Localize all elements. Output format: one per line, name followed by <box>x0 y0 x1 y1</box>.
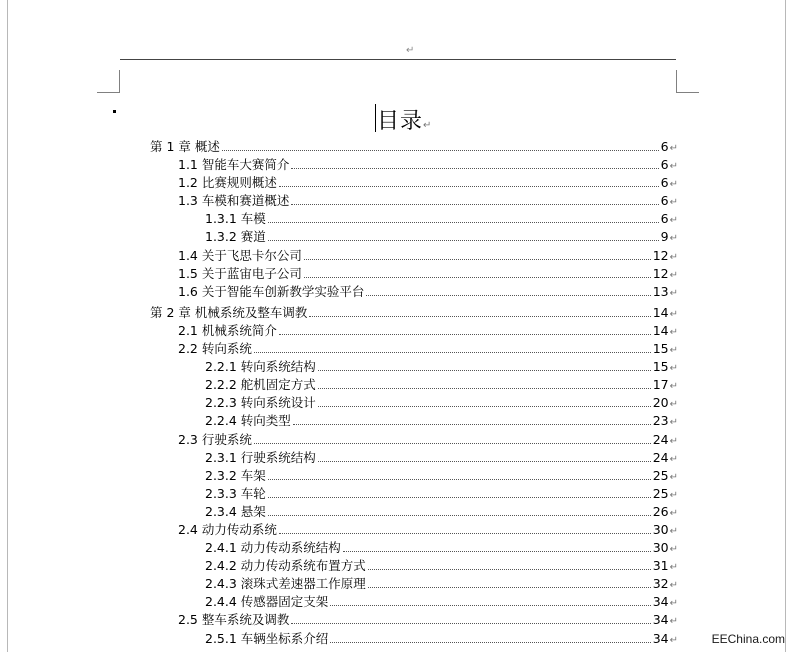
toc-entry-text: 机械系统简介 <box>201 322 277 338</box>
watermark: EEChina.com <box>711 632 785 646</box>
toc-entry-number: 1.4 <box>178 247 202 263</box>
toc-entry-text: 动力传动系统 <box>201 521 277 537</box>
crop-mark-left-h <box>97 92 120 93</box>
toc-entry-number: 1.6 <box>178 283 202 299</box>
toc-entry-page: 26 <box>652 503 669 519</box>
toc-entry[interactable] <box>0 173 793 191</box>
toc-entry[interactable] <box>0 375 793 393</box>
toc-entry-page: 6 <box>660 193 669 209</box>
toc-entry[interactable] <box>0 520 793 538</box>
toc-entry[interactable] <box>0 556 793 574</box>
toc-title-text: 目录 <box>377 109 424 134</box>
paragraph-mark-icon: ↵ <box>423 120 432 131</box>
toc-entry-number: 第 2 章 <box>150 304 195 320</box>
paragraph-mark-icon: ↵ <box>669 544 678 556</box>
toc-entry[interactable] <box>0 209 793 227</box>
toc-dot-leader <box>268 239 659 241</box>
toc-entry-number: 1.2 <box>178 175 202 191</box>
paragraph-mark-icon: ↵ <box>669 381 678 393</box>
toc-entry-number: 2.3 <box>178 431 202 447</box>
toc-entry[interactable] <box>0 137 793 155</box>
toc-dot-leader <box>254 351 651 353</box>
toc-entry-page: 24 <box>652 449 669 465</box>
toc-dot-leader <box>291 622 650 624</box>
toc-entry-number: 第 1 章 <box>150 139 195 154</box>
toc-entry-page: 14 <box>652 322 669 338</box>
crop-mark-right-v <box>676 70 677 92</box>
toc-dot-leader <box>291 203 658 205</box>
toc-entry-number: 2.4 <box>178 521 202 537</box>
header-rule <box>120 59 676 60</box>
toc-dot-leader <box>254 442 651 444</box>
toc-entry[interactable] <box>0 321 793 339</box>
toc-entry-page: 23 <box>652 413 669 429</box>
toc-dot-leader <box>368 568 651 570</box>
paragraph-mark-icon: ↵ <box>669 435 678 447</box>
toc-entry-text: 关于蓝宙电子公司 <box>201 265 302 281</box>
toc-entry-page: 25 <box>652 467 669 483</box>
header-paragraph-mark: ↵ <box>406 45 415 56</box>
toc-entry-text: 赛道 <box>240 229 266 245</box>
toc-entry-page: 34 <box>652 594 669 610</box>
toc-entry-text: 转向类型 <box>240 413 291 429</box>
toc-entry-number: 2.2.4 <box>205 413 241 429</box>
toc-entry-number: 1.5 <box>178 265 202 281</box>
toc-entry-text: 滚珠式差速器工作原理 <box>240 576 366 592</box>
toc-entry-page: 17 <box>652 377 669 393</box>
toc-dot-leader <box>291 167 658 169</box>
toc-entry-page: 12 <box>652 265 669 281</box>
toc-entry-number: 2.2.2 <box>205 377 241 393</box>
toc-entry-page: 20 <box>652 395 669 411</box>
paragraph-mark-icon: ↵ <box>669 179 678 191</box>
toc-entry-page: 25 <box>652 485 669 501</box>
paragraph-mark-icon: ↵ <box>669 453 678 465</box>
toc-entry-page: 15 <box>652 341 669 357</box>
formatting-bullet <box>113 110 116 113</box>
toc-dot-leader <box>318 387 651 389</box>
toc-entry[interactable] <box>0 155 793 173</box>
toc-dot-leader <box>279 532 651 534</box>
toc-entry-text: 关于智能车创新教学实验平台 <box>201 283 365 299</box>
toc-entry-text: 车辆坐标系介绍 <box>240 630 329 646</box>
toc-entry-number: 1.3.1 <box>205 211 241 227</box>
toc-dot-leader <box>268 514 651 516</box>
toc-dot-leader <box>304 258 651 260</box>
toc-entry-page: 30 <box>652 540 669 556</box>
toc-entry[interactable] <box>0 339 793 357</box>
paragraph-mark-icon: ↵ <box>669 616 678 628</box>
paragraph-mark-icon: ↵ <box>669 345 678 357</box>
toc-entry[interactable] <box>0 592 793 610</box>
paragraph-mark-icon: ↵ <box>669 161 678 173</box>
crop-mark-left-v <box>119 70 120 92</box>
toc-entry[interactable] <box>0 282 793 300</box>
toc-entry[interactable] <box>0 264 793 282</box>
toc-entry[interactable] <box>0 484 793 502</box>
paragraph-mark-icon: ↵ <box>669 308 678 320</box>
paragraph-mark-icon: ↵ <box>669 580 678 592</box>
toc-entry-number: 2.1 <box>178 322 202 338</box>
toc-entry-text: 智能车大赛简介 <box>201 157 290 173</box>
toc-entry-page: 13 <box>652 283 669 299</box>
toc-dot-leader <box>318 460 651 462</box>
toc-entry-text: 动力传动系统布置方式 <box>240 558 366 574</box>
toc-dot-leader <box>366 294 650 296</box>
crop-mark-right-h <box>676 92 699 93</box>
toc-entry-number: 1.1 <box>178 157 202 173</box>
paragraph-mark-icon: ↵ <box>669 269 678 281</box>
toc-entry[interactable] <box>0 448 793 466</box>
paragraph-mark-icon: ↵ <box>669 399 678 411</box>
toc-dot-leader <box>279 185 659 187</box>
toc-entry-page: 15 <box>652 359 669 375</box>
toc-entry-number: 2.4.4 <box>205 594 241 610</box>
toc-entry[interactable] <box>0 538 793 556</box>
table-of-contents <box>0 137 793 647</box>
toc-entry-number: 2.4.1 <box>205 540 241 556</box>
toc-entry[interactable] <box>0 357 793 375</box>
paragraph-mark-icon: ↵ <box>669 143 678 154</box>
toc-entry-text: 关于飞思卡尔公司 <box>201 247 302 263</box>
paragraph-mark-icon: ↵ <box>669 251 678 263</box>
toc-entry-page: 6 <box>660 175 669 191</box>
toc-entry[interactable] <box>0 466 793 484</box>
toc-entry-text: 舵机固定方式 <box>240 377 316 393</box>
toc-entry-page: 24 <box>652 431 669 447</box>
toc-dot-leader <box>293 423 651 425</box>
toc-dot-leader <box>222 149 659 151</box>
toc-title[interactable] <box>377 104 431 135</box>
toc-entry-page: 14 <box>652 304 669 320</box>
toc-entry-text: 整车系统及调教 <box>201 612 290 628</box>
toc-entry-number: 2.3.1 <box>205 449 241 465</box>
toc-entry[interactable] <box>0 629 793 647</box>
toc-dot-leader <box>318 405 651 407</box>
toc-entry-page: 12 <box>652 247 669 263</box>
toc-entry-text: 行驶系统 <box>201 431 252 447</box>
paragraph-mark-icon: ↵ <box>669 233 678 245</box>
toc-entry[interactable] <box>0 227 793 245</box>
toc-entry-number: 2.2.1 <box>205 359 241 375</box>
toc-entry-text: 车轮 <box>240 485 266 501</box>
toc-entry-number: 2.2.3 <box>205 395 241 411</box>
toc-dot-leader <box>279 333 651 335</box>
toc-entry[interactable] <box>0 610 793 628</box>
toc-dot-leader <box>343 550 651 552</box>
toc-entry-number: 2.3.2 <box>205 467 241 483</box>
toc-entry-text: 悬架 <box>240 503 266 519</box>
toc-entry-page: 34 <box>652 612 669 628</box>
paragraph-mark-icon: ↵ <box>669 287 678 299</box>
toc-entry-page: 6 <box>660 139 669 154</box>
toc-dot-leader <box>268 478 651 480</box>
toc-dot-leader <box>368 586 651 588</box>
toc-dot-leader <box>268 496 651 498</box>
toc-entry-number: 2.3.3 <box>205 485 241 501</box>
toc-dot-leader <box>318 369 651 371</box>
toc-entry[interactable] <box>0 303 793 321</box>
toc-dot-leader <box>268 221 659 223</box>
text-cursor <box>375 104 376 132</box>
toc-entry-page: 30 <box>652 521 669 537</box>
paragraph-mark-icon: ↵ <box>669 507 678 519</box>
toc-entry-text: 机械系统及整车调教 <box>194 304 308 320</box>
toc-entry-number: 2.5.1 <box>205 630 241 646</box>
toc-entry-number: 2.4.2 <box>205 558 241 574</box>
toc-entry-text: 车模 <box>240 211 266 227</box>
toc-entry[interactable] <box>0 411 793 429</box>
toc-entry-page: 6 <box>660 157 669 173</box>
toc-entry-page: 9 <box>660 229 669 245</box>
paragraph-mark-icon: ↵ <box>669 598 678 610</box>
toc-entry-page: 6 <box>660 211 669 227</box>
toc-entry[interactable] <box>0 574 793 592</box>
toc-dot-leader <box>330 641 650 643</box>
toc-entry-number: 2.2 <box>178 341 202 357</box>
toc-entry-number: 2.5 <box>178 612 202 628</box>
toc-entry-number: 1.3 <box>178 193 202 209</box>
toc-entry-text: 转向系统 <box>201 341 252 357</box>
toc-entry-page: 32 <box>652 576 669 592</box>
toc-entry[interactable] <box>0 191 793 209</box>
paragraph-mark-icon: ↵ <box>669 634 678 646</box>
paragraph-mark-icon: ↵ <box>669 489 678 501</box>
toc-entry-text: 行驶系统结构 <box>240 449 316 465</box>
toc-entry-text: 传感器固定支架 <box>240 594 329 610</box>
paragraph-mark-icon: ↵ <box>669 471 678 483</box>
paragraph-mark-icon: ↵ <box>669 215 678 227</box>
toc-entry-text: 比赛规则概述 <box>201 175 277 191</box>
toc-entry-text: 车架 <box>240 467 266 483</box>
toc-entry-text: 转向系统设计 <box>240 395 316 411</box>
toc-entry-text: 动力传动系统结构 <box>240 540 341 556</box>
toc-entry[interactable] <box>0 502 793 520</box>
toc-entry[interactable] <box>0 393 793 411</box>
paragraph-mark-icon: ↵ <box>669 562 678 574</box>
toc-entry[interactable] <box>0 430 793 448</box>
toc-dot-leader <box>330 604 650 606</box>
toc-dot-leader <box>309 315 650 317</box>
toc-dot-leader <box>304 276 651 278</box>
toc-entry-number: 2.4.3 <box>205 576 241 592</box>
toc-entry-page: 31 <box>652 558 669 574</box>
paragraph-mark-icon: ↵ <box>669 363 678 375</box>
toc-entry[interactable] <box>0 246 793 264</box>
toc-entry-number: 2.3.4 <box>205 503 241 519</box>
paragraph-mark-icon: ↵ <box>669 525 678 537</box>
paragraph-mark-icon: ↵ <box>669 417 678 429</box>
toc-entry-text: 概述 <box>194 139 220 154</box>
toc-entry-text: 车模和赛道概述 <box>201 193 290 209</box>
toc-entry-page: 34 <box>652 630 669 646</box>
paragraph-mark-icon: ↵ <box>669 197 678 209</box>
toc-entry-number: 1.3.2 <box>205 229 241 245</box>
paragraph-mark-icon: ↵ <box>669 326 678 338</box>
toc-entry-text: 转向系统结构 <box>240 359 316 375</box>
